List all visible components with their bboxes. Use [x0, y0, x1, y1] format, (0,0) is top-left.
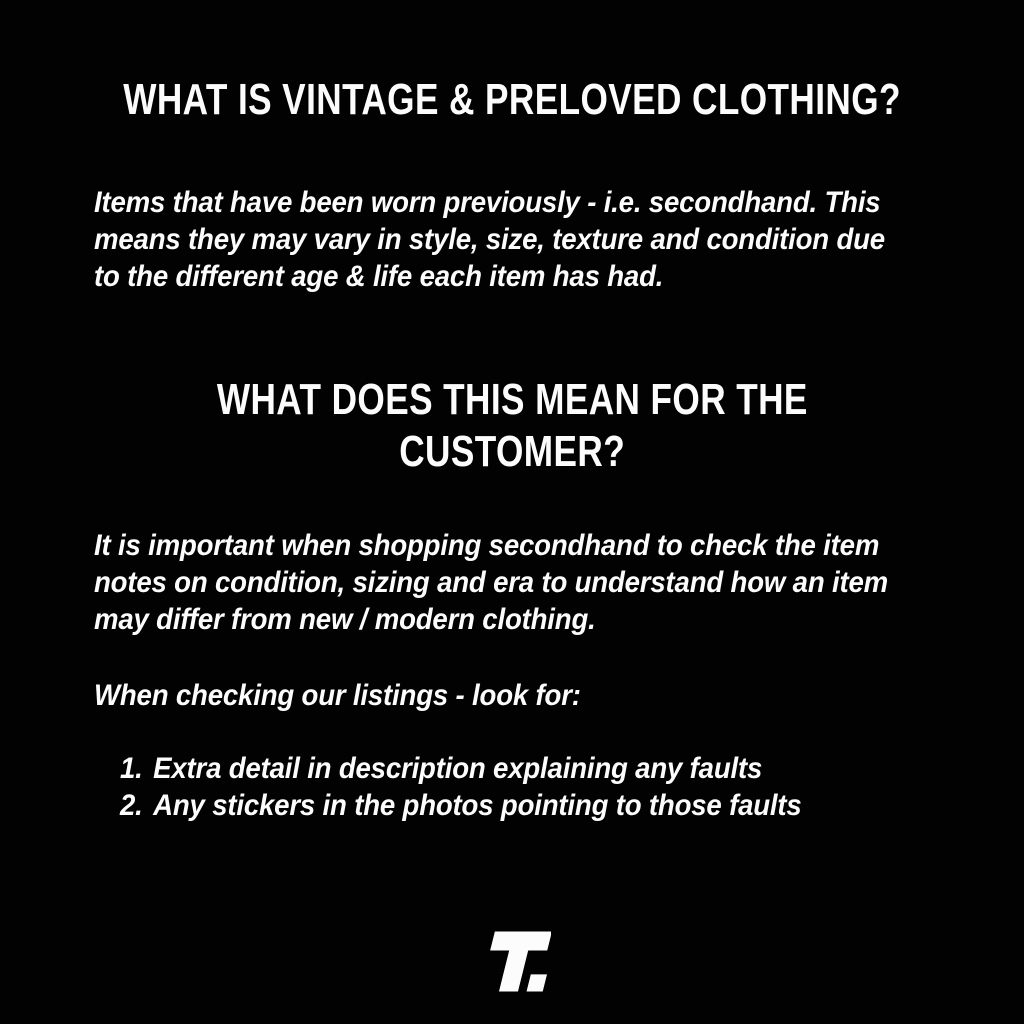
list-item-text: Extra detail in description explaining any faults: [153, 752, 763, 785]
customer-section-title-line: WHAT DOES THIS MEAN FOR THE: [216, 375, 808, 424]
paragraph-line: It is important when shopping secondhand to check the item: [94, 529, 880, 562]
paragraph-line: Items that have been worn previously - i.e. secondhand. This: [94, 186, 881, 219]
page-title-text: WHAT IS VINTAGE & PRELOVED CLOTHING?: [123, 75, 901, 124]
list-item-number: 2.: [120, 789, 143, 822]
list-item-number: 1.: [120, 752, 143, 785]
paragraph-line: may differ from new / modern clothing.: [94, 603, 596, 636]
list-item: [120, 787, 802, 824]
listings-intro: When checking our listings - look for:: [94, 679, 581, 712]
t-logo-bar: [490, 932, 551, 951]
list-item-text: Any stickers in the photos pointing to those faults: [153, 789, 802, 822]
t-logo-stem: [499, 951, 528, 992]
customer-paragraph: [94, 527, 888, 638]
page-title: [0, 74, 1024, 126]
fault-checklist: [120, 750, 802, 824]
brand-logo: [0, 929, 1024, 994]
customer-section-title-line: CUSTOMER?: [399, 427, 625, 476]
paragraph-line: to the different age & life each item has had.: [94, 260, 664, 293]
paragraph-line: means they may vary in style, size, texture and condition due: [94, 223, 885, 256]
t-logo-icon: [473, 929, 551, 994]
paragraph-line: notes on condition, sizing and era to understand how an item: [94, 566, 889, 599]
customer-section-title: [0, 374, 1024, 478]
list-item: [120, 750, 802, 787]
t-logo-dot: [527, 974, 547, 991]
what-is-paragraph: [94, 184, 885, 295]
